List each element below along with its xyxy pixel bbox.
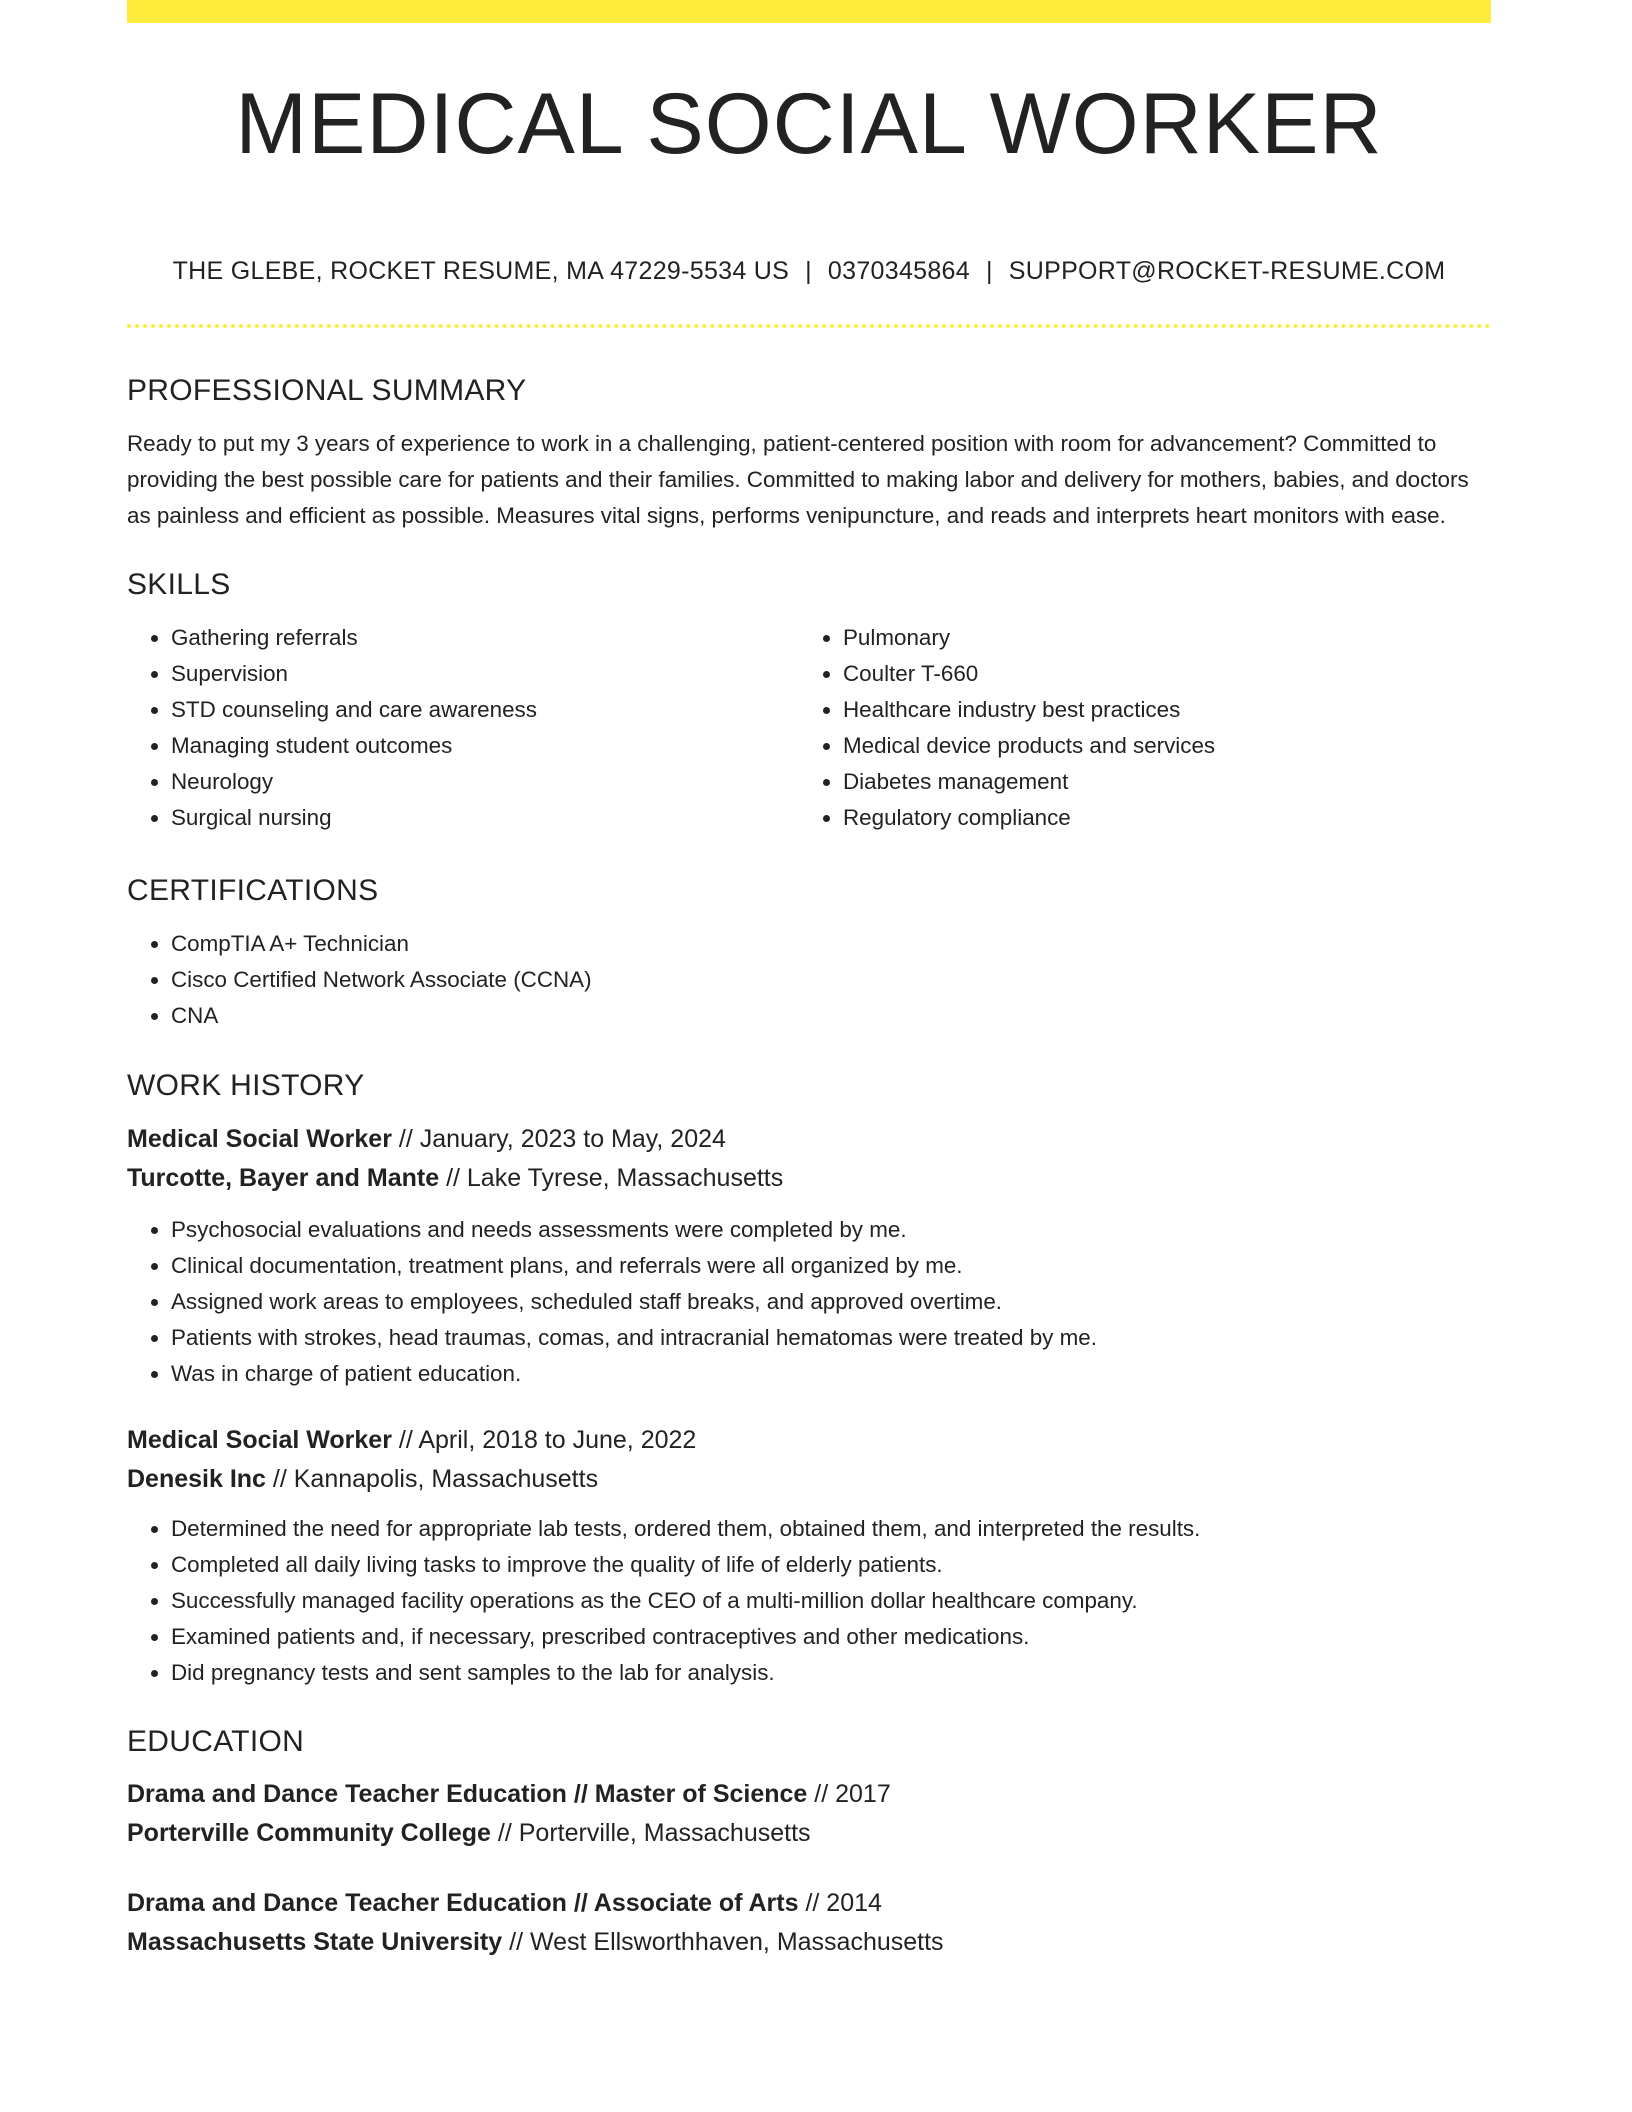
skills-heading: SKILLS	[127, 568, 231, 601]
list-item: • Regulatory compliance	[843, 800, 1471, 836]
list-item: • Diabetes management	[843, 764, 1471, 800]
list-item: • Coulter T-660	[843, 656, 1471, 692]
list-item: • Clinical documentation, treatment plans, and referrals were all organized by me.	[171, 1248, 1491, 1284]
list-item: • Medical device products and services	[843, 728, 1471, 764]
top-accent-bar	[127, 0, 1491, 23]
list-item: • Healthcare industry best practices	[843, 692, 1471, 728]
contact-separator: |	[985, 257, 993, 285]
contact-line	[127, 259, 1491, 284]
job-title-line	[127, 1120, 1491, 1159]
education-entry	[127, 1884, 1491, 1962]
contact-separator: |	[805, 257, 812, 285]
list-item: • Determined the need for appropriate lab tests, ordered them, obtained them, and interpreted the results.	[171, 1511, 1491, 1547]
job-bullets	[127, 1212, 1491, 1392]
list-item: • Examined patients and, if necessary, prescribed contraceptives and other medications.	[171, 1619, 1491, 1655]
list-item: • Surgical nursing	[171, 800, 799, 836]
list-item: • Successfully managed facility operations as the CEO of a multi-million dollar healthcare company.	[171, 1583, 1491, 1619]
job-entry	[127, 1120, 1491, 1392]
certifications-list	[127, 926, 1491, 1034]
education-year: // 2014	[805, 1889, 882, 1917]
list-item: • Neurology	[171, 764, 799, 800]
job-title-line	[127, 1421, 1491, 1460]
education-degree-line	[127, 1775, 1491, 1814]
education-degree: Drama and Dance Teacher Education // Associate of Arts	[127, 1889, 799, 1917]
list-item: • Assigned work areas to employees, scheduled staff breaks, and approved overtime.	[171, 1284, 1491, 1320]
list-item: • Supervision	[171, 656, 799, 692]
job-role: Medical Social Worker	[127, 1426, 392, 1454]
job-role: Medical Social Worker	[127, 1125, 392, 1153]
list-item: • Psychosocial evaluations and needs assessments were completed by me.	[171, 1212, 1491, 1248]
education-school-line	[127, 1923, 1491, 1962]
certifications-heading: CERTIFICATIONS	[127, 874, 379, 907]
job-company: Denesik Inc	[127, 1465, 266, 1493]
header-divider	[127, 324, 1491, 328]
job-company-line	[127, 1460, 1491, 1499]
contact-email: SUPPORT@ROCKET-RESUME.COM	[1008, 257, 1446, 285]
education-degree: Drama and Dance Teacher Education // Master of Science	[127, 1780, 808, 1808]
job-location: // Lake Tyrese, Massachusetts	[446, 1164, 784, 1192]
education-location: // Porterville, Massachusetts	[497, 1819, 811, 1847]
skills-column-left	[127, 620, 799, 836]
education-year: // 2017	[814, 1780, 891, 1808]
education-heading: EDUCATION	[127, 1725, 305, 1758]
education-school: Massachusetts State University	[127, 1928, 503, 1956]
job-dates: // January, 2023 to May, 2024	[398, 1125, 726, 1153]
education-location: // West Ellsworthhaven, Massachusetts	[509, 1928, 944, 1956]
job-company: Turcotte, Bayer and Mante	[127, 1164, 440, 1192]
list-item: • Gathering referrals	[171, 620, 799, 656]
contact-phone: 0370345864	[827, 257, 970, 285]
list-item: • CompTIA A+ Technician	[171, 926, 1491, 962]
education-school: Porterville Community College	[127, 1819, 491, 1847]
job-company-line	[127, 1159, 1491, 1198]
list-item: • Patients with strokes, head traumas, comas, and intracranial hematomas were treated by me.	[171, 1320, 1491, 1356]
skills-list	[127, 620, 1491, 836]
education-school-line	[127, 1814, 1491, 1853]
job-dates: // April, 2018 to June, 2022	[398, 1426, 697, 1454]
education-entry	[127, 1775, 1491, 1853]
list-item: • Completed all daily living tasks to improve the quality of life of elderly patients.	[171, 1547, 1491, 1583]
list-item: • Managing student outcomes	[171, 728, 799, 764]
summary-heading: PROFESSIONAL SUMMARY	[127, 374, 527, 407]
resume-page	[127, 0, 1491, 1962]
list-item: • Pulmonary	[843, 620, 1471, 656]
summary-text: Ready to put my 3 years of experience to work in a challenging, patient-centered position with room for advancement? Committed to providing the best possible care for patients and their families. Committed to making labor and delivery for mothers, babies, and doctors as painless and efficient as possible. Measures vital signs, performs venipuncture, and reads and interprets heart monitors with ease.	[127, 431, 1469, 528]
job-location: // Kannapolis, Massachusetts	[272, 1465, 599, 1493]
list-item: • Did pregnancy tests and sent samples to the lab for analysis.	[171, 1655, 1491, 1691]
skills-column-right	[799, 620, 1471, 836]
list-item: • Cisco Certified Network Associate (CCNA)	[171, 962, 1491, 998]
list-item: • STD counseling and care awareness	[171, 692, 799, 728]
job-bullets	[127, 1511, 1491, 1691]
education-degree-line	[127, 1884, 1491, 1923]
list-item: • Was in charge of patient education.	[171, 1356, 1491, 1392]
contact-address: THE GLEBE, ROCKET RESUME, MA 47229-5534 US	[172, 257, 790, 285]
resume-name: MEDICAL SOCIAL WORKER	[235, 76, 1383, 172]
job-entry	[127, 1421, 1491, 1691]
work-history-heading: WORK HISTORY	[127, 1069, 365, 1102]
list-item: • CNA	[171, 998, 1491, 1034]
